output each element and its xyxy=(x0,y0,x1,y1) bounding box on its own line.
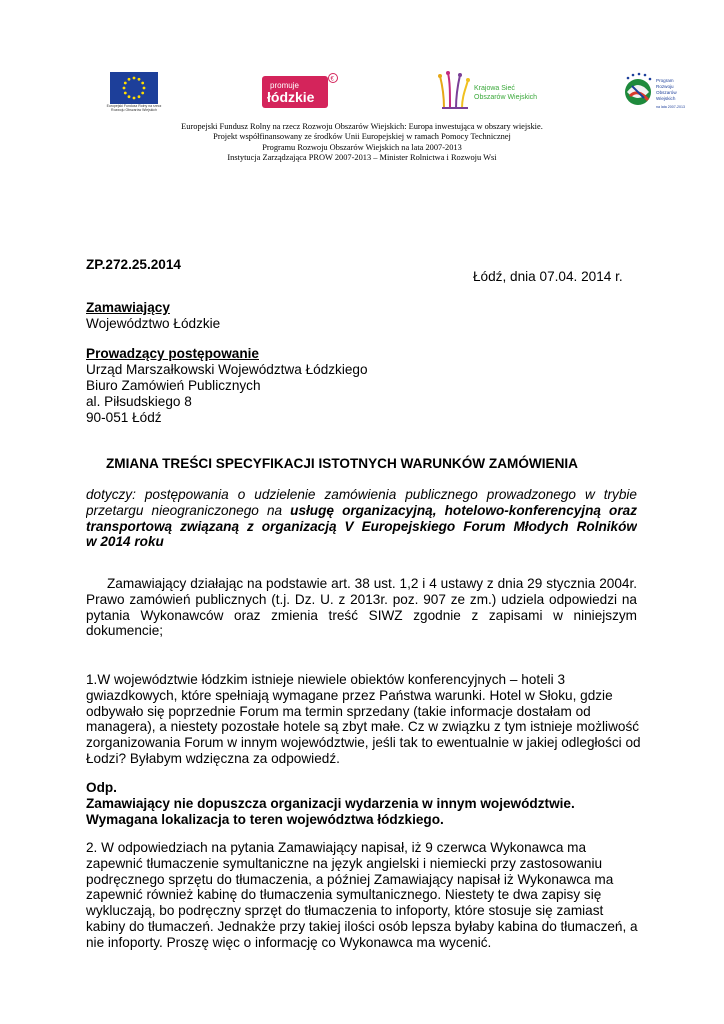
conductor-label: Prowadzący postępowanie xyxy=(86,346,259,361)
prow-text-5: na lata 2007-2013 xyxy=(656,105,685,109)
prow-text-3: Obszarów xyxy=(656,90,677,95)
question-line: zapewnić również kabinę do tłumaczenia symultanicznego. Niestety te dwa zapisy się xyxy=(86,887,602,903)
question-line: nie infoporty. Proszę więc o informację co Wykonawca ma wycenić. xyxy=(86,934,492,950)
prow-text-4: Wiejskich xyxy=(656,96,676,101)
question-line: Łodzi? Byłabym wdzięczna za odpowiedź. xyxy=(86,750,340,766)
answer-label: Odp. xyxy=(86,780,117,795)
prow-text-1: Program xyxy=(656,78,674,83)
question-line: 1.W województwie łódzkim istnieje niewiele obiektów konferencyjnych – hoteli 3 xyxy=(86,672,566,687)
ksow-text-2: Obszarów Wiejskich xyxy=(474,94,538,101)
subject-line: transportową związaną z organizacją V Europejskiego Forum Młodych Rolników xyxy=(86,518,637,534)
question-line: zapewnić tłumaczenie symultaniczne na język angielski i niemiecki przy zastosowaniu xyxy=(86,855,603,871)
conductor-line: 90-051 Łódź xyxy=(86,410,162,425)
orderer-label: Zamawiający xyxy=(86,300,170,315)
document-date: Łódź, dnia 07.04. 2014 r. xyxy=(473,269,623,284)
question-1 xyxy=(86,672,646,767)
question-line: kabiny do tłumaczeń. Jednakże przy takiej ilości osób lepsza byłaby kabina do tłumaczeń, a xyxy=(86,918,638,934)
question-line: gwiazdkowych, które spełniają wymagane przez Państwa warunki. Hotel w Słoku, gdzie xyxy=(86,687,613,703)
prow-logo xyxy=(622,70,694,116)
subject-block xyxy=(86,487,637,550)
question-line: podręcznego sprzętu do tłumaczenia, a później Zamawiający napisał iż Wykonawca ma xyxy=(86,871,614,887)
conductor-line: al. Piłsudskiego 8 xyxy=(86,394,192,409)
reference-number: ZP.272.25.2014 xyxy=(86,257,181,272)
eu-flag-logo xyxy=(110,72,158,104)
intro-line: pytania Wykonawców oraz zmienia treść SIWZ zgodnie z zapisami w niniejszym xyxy=(86,607,637,623)
header-line: Projekt współfinansowany ze środków Unii Europejskiej w ramach Pomocy Technicznej xyxy=(213,132,511,142)
answer-1 xyxy=(86,780,646,827)
header-line: Instytucja Zarządzająca PROW 2007-2013 – Minister Rolnictwa i Rozwoju Wsi xyxy=(227,153,497,163)
question-2 xyxy=(86,840,646,951)
subject-line-mixed xyxy=(86,503,637,519)
subject-line: dotyczy: postępowania o udzielenie zamówienia publicznego prowadzonego w trybie xyxy=(86,487,637,502)
promuje-lodzkie-logo xyxy=(262,72,340,110)
subject-plain: przetargu nieograniczonego na xyxy=(86,502,283,518)
intro-paragraph xyxy=(86,576,637,639)
subject-line: w 2014 roku xyxy=(86,534,164,550)
question-line: odbywało się poprzednie Forum ma termin sprzedany (takie informacje dostałam od xyxy=(86,703,591,719)
subject-bold: usługę organizacyjną, hotelowo-konferencyjną oraz xyxy=(290,502,637,518)
funding-header xyxy=(150,122,574,164)
intro-line: Prawo zamówień publicznych (t.j. Dz. U. z 2013r. poz. 907 ze zm.) udziela odpowiedzi na xyxy=(86,591,637,607)
orderer-name: Województwo Łódzkie xyxy=(86,316,221,331)
question-line: managera), a niestety pozostałe hotele są zbyt małe. Cz w związku z tym istnieje możliwość xyxy=(86,719,640,735)
intro-line: Zamawiający działając na podstawie art. 38 ust. 1,2 i 4 ustawy z dnia 29 stycznia 2004r. xyxy=(107,576,637,591)
promuje-text: promuje xyxy=(270,81,299,90)
conductor-line: Biuro Zamówień Publicznych xyxy=(86,378,261,393)
ksow-text-1: Krajowa Sieć xyxy=(474,85,515,92)
answer-line: Zamawiający nie dopuszcza organizacji wydarzenia w innym województwie. xyxy=(86,795,575,811)
conductor-line: Urząd Marszałkowski Województwa Łódzkiego xyxy=(86,362,368,377)
header-line: Europejski Fundusz Rolny na rzecz Rozwoju Obszarów Wiejskich: Europa inwestująca w obszary wiejskie. xyxy=(181,122,543,131)
svg-text:€: € xyxy=(330,76,334,83)
ksow-logo xyxy=(438,70,548,112)
eu-caption: Europejski Fundusz Rolny na rzecz Rozwoju Obszarów Wiejskich xyxy=(106,104,162,112)
question-line: zorganizowania Forum w innym województwie, jeśli tak to ewentualnie w jakiej odległości od xyxy=(86,735,641,751)
question-line: 2. W odpowiedziach na pytania Zamawiający napisał, iż 9 czerwca Wykonawca ma xyxy=(86,840,587,855)
document-title: ZMIANA TREŚCI SPECYFIKACJI ISTOTNYCH WARUNKÓW ZAMÓWIENIA xyxy=(106,456,579,471)
prow-text-2: Rozwoju xyxy=(656,84,674,89)
question-line: wykluczają, bo podręczny sprzęt do tłumaczenia to infoporty, które stosuje się zamiast xyxy=(86,903,604,919)
lodzkie-text: łódzkie xyxy=(267,89,315,105)
answer-line: Wymagana lokalizacja to teren województwa łódzkiego. xyxy=(86,811,444,827)
header-line: Programu Rozwoju Obszarów Wiejskich na lata 2007-2013 xyxy=(262,142,462,152)
intro-line: dokumencie; xyxy=(86,623,164,639)
